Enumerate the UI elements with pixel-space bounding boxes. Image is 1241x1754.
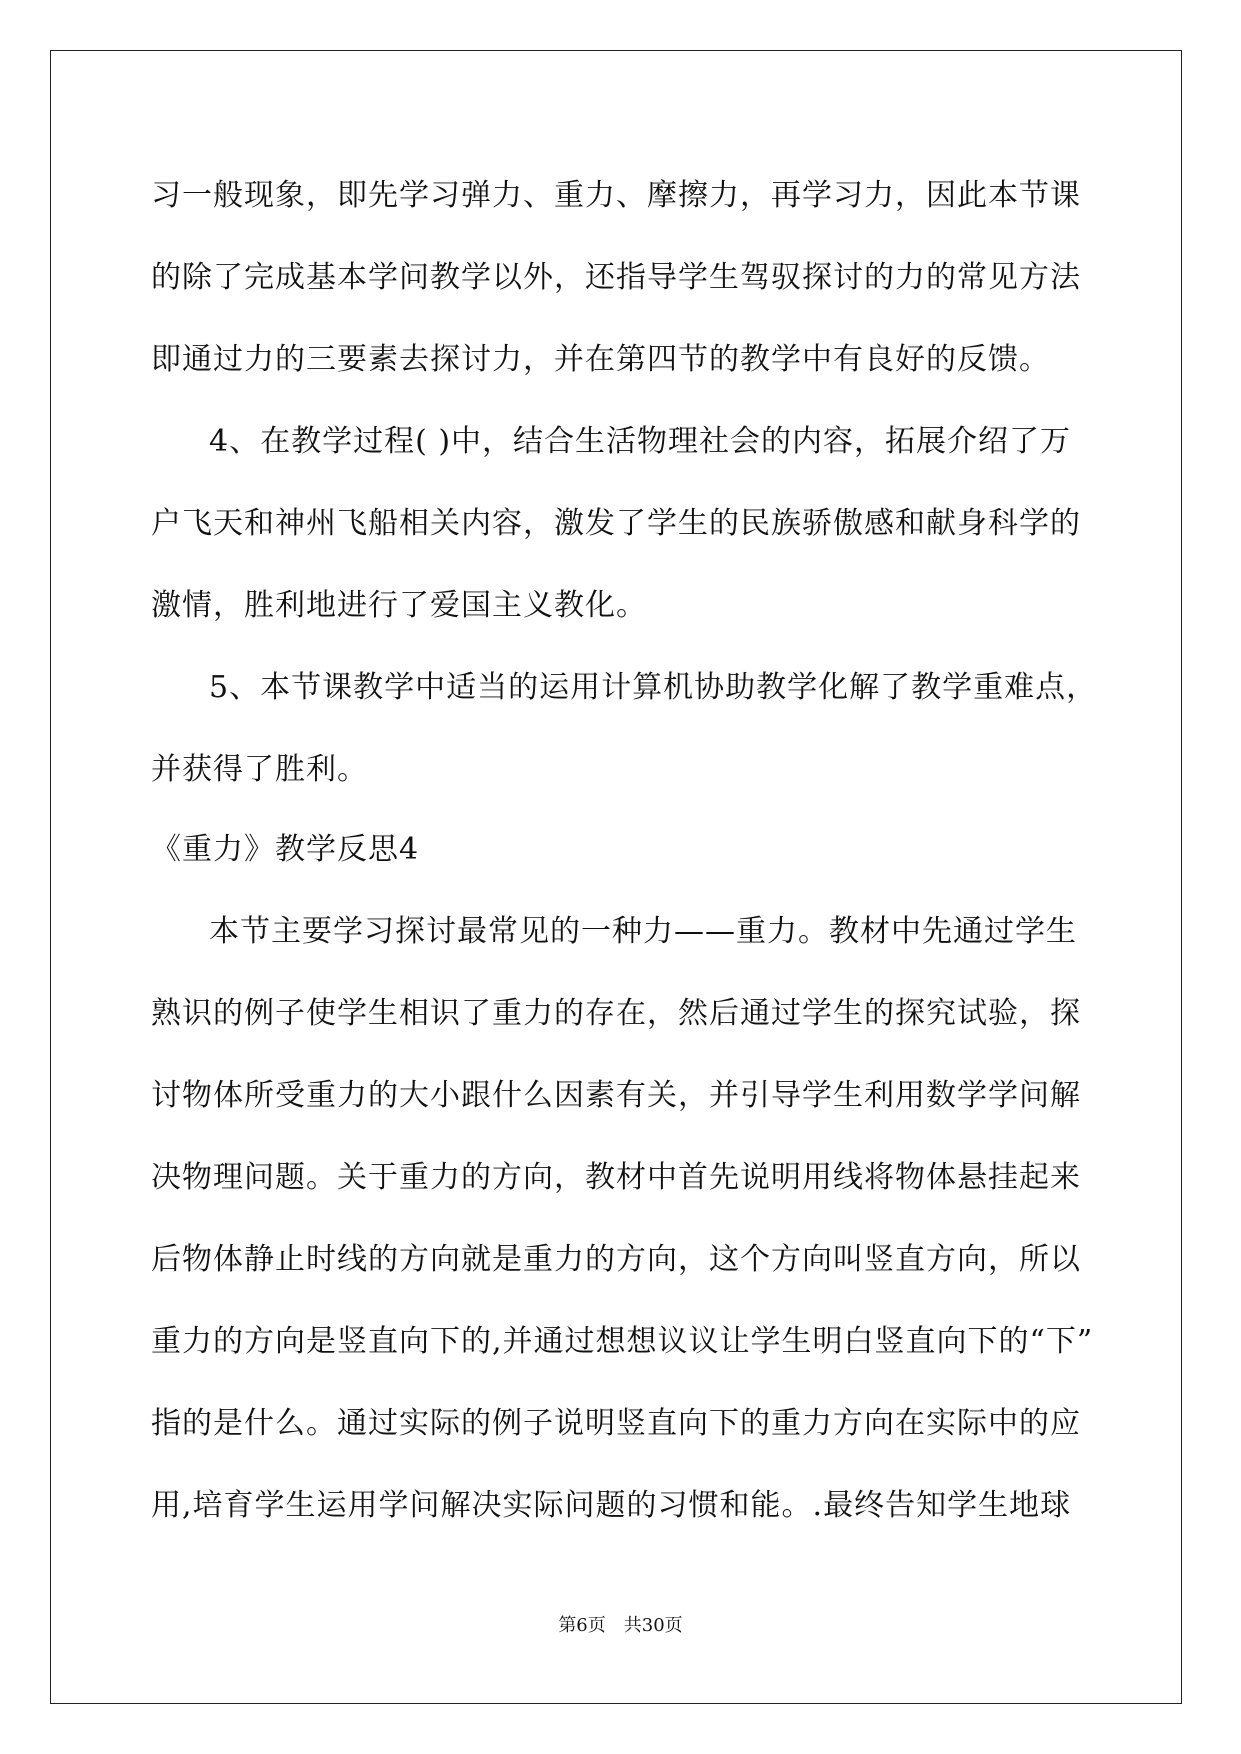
body-line-13: 决物理问题。关于重力的方向，教材中首先说明用线将物体悬挂起来 <box>151 1160 1081 1195</box>
body-line-2: 的除了完成基本学问教学以外，还指导学生驾驭探讨的力的常见方法 <box>151 260 1081 295</box>
body-line-10: 本节主要学习探讨最常见的一种力——重力。教材中先通过学生 <box>209 914 1077 949</box>
body-line-8: 并获得了胜利。 <box>151 752 368 787</box>
body-line-7: 5、本节课教学中适当的运用计算机协助教学化解了教学重难点， <box>209 670 1098 705</box>
page-number-footer: 第6页 共30页 <box>558 1615 683 1636</box>
body-line-4: 4、在教学过程( )中，结合生活物理社会的内容，拓展介绍了万 <box>209 424 1072 459</box>
body-line-11: 熟识的例子使学生相识了重力的存在，然后通过学生的探究试验，探 <box>151 996 1081 1031</box>
body-line-6: 激情，胜利地进行了爱国主义教化。 <box>151 588 647 623</box>
body-line-15: 重力的方向是竖直向下的,并通过想想议议让学生明白竖直向下的“下” <box>151 1324 1094 1359</box>
body-line-5: 户飞天和神州飞船相关内容，激发了学生的民族骄傲感和献身科学的 <box>151 506 1081 541</box>
page-border <box>50 50 1182 1704</box>
body-line-16: 指的是什么。通过实际的例子说明竖直向下的重力方向在实际中的应 <box>151 1406 1081 1441</box>
body-line-1: 习一般现象，即先学习弹力、重力、摩擦力，再学习力，因此本节课 <box>151 178 1081 213</box>
body-line-17: 用,培育学生运用学问解决实际问题的习惯和能。.最终告知学生地球 <box>151 1488 1072 1523</box>
section-heading: 《重力》教学反思4 <box>151 832 420 867</box>
body-line-14: 后物体静止时线的方向就是重力的方向，这个方向叫竖直方向，所以 <box>151 1242 1081 1277</box>
body-line-3: 即通过力的三要素去探讨力，并在第四节的教学中有良好的反馈。 <box>151 342 1050 377</box>
body-line-12: 讨物体所受重力的大小跟什么因素有关，并引导学生利用数学学问解 <box>151 1078 1081 1113</box>
